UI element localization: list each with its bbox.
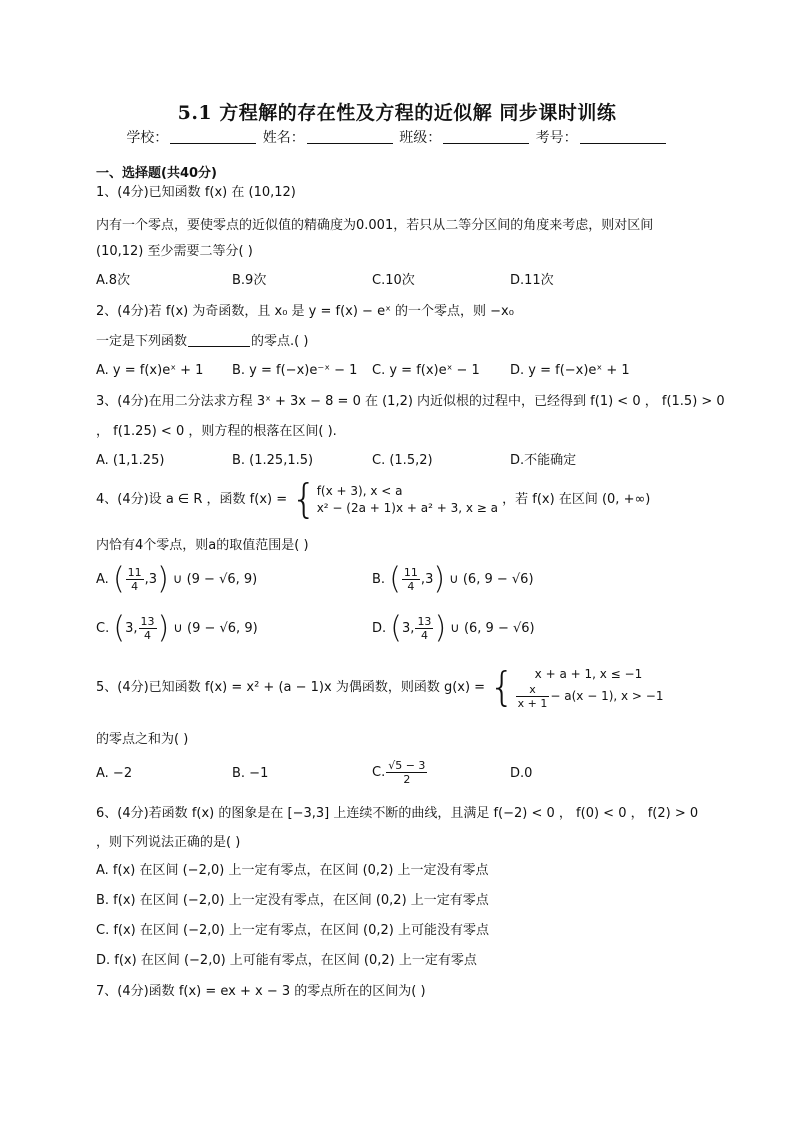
school-label: 学校： [126,130,169,146]
q4-option-b-label: B. [372,572,386,587]
q5-stem-prefix: 5、(4分)已知函数 f(x) = x² + (a − 1)x 为偶函数，则函数 g(x) = [96,680,486,695]
q4-option-d-label: D. [372,621,387,636]
q4-piece1: f(x + 3), x < a [316,483,403,498]
q1-option-c[interactable]: C.10次 [372,273,415,288]
q5-piece2-row [515,683,664,710]
student-info-row [0,127,794,147]
q2-stem-line2 [96,333,308,351]
q2-option-d[interactable]: D. y = f(−x)eˣ + 1 [510,363,630,378]
q1-stem-line1: 1、(4分)已知函数 f(x) 在 (10,12) [96,185,296,200]
q5-option-c[interactable] [372,755,428,791]
q2-option-a[interactable]: A. y = f(x)eˣ + 1 [96,363,204,378]
q6-stem-line1: 6、(4分)若函数 f(x) 的图象是在 [−3,3] 上连续不断的曲线，且满足 f(−2) < 0 ， f(0) < 0 ， f(2) > 0 [96,806,699,821]
q4-option-b-num: 11 [403,566,418,579]
q2-option-b[interactable]: B. y = f(−x)e⁻ˣ − 1 [232,363,358,378]
q3-stem-line2: ， f(1.25) < 0 ，则方程的根落在区间( ). [96,424,337,439]
q5-piecewise [515,666,664,710]
q4-option-a[interactable]: A. ( $\frac{11}{4}$ ,3) ∪ (9 − √6, 9) [96,561,258,597]
school-blank[interactable] [170,129,256,144]
q5-stem-line2: 的零点之和为( ) [96,732,189,747]
exam-no-label: 考号： [535,130,578,146]
q4-stem-suffix: ，若 f(x) 在区间 (0, +∞) [502,492,651,507]
q5-option-a[interactable]: A. −2 [96,766,133,781]
q4-option-a-three: 3 [148,572,158,587]
q1-stem-line3: (10,12) 至少需要二等分( ) [96,244,253,259]
name-label: 姓名： [262,130,305,146]
q4-option-d-frac [415,615,433,642]
q4-option-b[interactable]: B. ( $\frac{11}{4}$ ,3) ∪ (6, 9 − √6) [372,561,534,597]
q5-option-c-frac [386,759,427,786]
q4-option-a-label: A. [96,572,109,587]
q4-stem-line1 [96,478,650,522]
q4-option-d-close: ) [434,610,447,646]
q4-option-c-tail: ∪ (9 − √6, 9) [173,621,258,636]
class-label: 班级： [399,130,442,146]
q4-option-a-frac [126,566,144,593]
q4-option-d-open: ( [390,610,403,646]
q4-option-c-open: ( [113,610,126,646]
q4-stem-prefix: 4、(4分)设 a ∈ R ，函数 f(x) = [96,492,288,507]
q4-option-d-den: 4 [420,629,428,642]
q3-option-b[interactable]: B. (1.25,1.5) [232,453,314,468]
q4-option-b-close: ) [433,561,446,597]
q4-option-a-close: ) [157,561,169,597]
q4-option-a-open: ( [112,561,125,597]
q4-option-d[interactable]: D. (3, $\frac{13}{4}$ ) ∪ (6, 9 − √6) [372,610,535,646]
q4-option-b-tail: ∪ (6, 9 − √6) [449,572,534,587]
section-heading: 一、选择题(共40分) [96,166,217,181]
q5-piece2-num: x [516,683,550,697]
q5-brace: { [489,664,515,711]
q2-blank [188,333,250,347]
q5-piece2-frac [516,683,550,710]
q5-option-c-den: 2 [403,773,411,786]
q4-piecewise [317,483,498,517]
q4-stem-line2: 内恰有4个零点，则a的取值范围是( ) [96,538,309,553]
q5-piece1: x + a + 1, x ≤ −1 [534,666,643,681]
q3-option-a[interactable]: A. (1,1.25) [96,453,165,468]
q4-brace: { [291,476,317,523]
q4-option-c-label: C. [96,621,110,636]
q5-piece2-den: x + 1 [517,696,548,710]
q6-option-d[interactable]: D. f(x) 在区间 (−2,0) 上可能有零点，在区间 (0,2) 上一定有零点 [96,953,477,968]
q5-stem-line1 [96,662,663,714]
class-blank[interactable] [443,129,529,144]
name-blank[interactable] [307,129,393,144]
q2-stem-line1: 2、(4分)若 f(x) 为奇函数，且 x₀ 是 y = f(x) − eˣ 的一个零点，则 −x₀ [96,304,514,319]
q4-option-c-close: ) [157,610,170,646]
q2-stem-line2-end: 的零点.( ) [251,334,309,349]
q4-option-a-den: 4 [131,580,139,593]
q5-option-c-label: C. [372,765,386,780]
q4-option-c-den: 4 [144,629,151,642]
q4-option-d-num: 13 [417,615,432,628]
q4-option-c-three: 3 [125,621,134,636]
q4-option-c-frac [139,615,157,642]
q3-stem-line1: 3、(4分)在用二分法求方程 3ˣ + 3x − 8 = 0 在 (1,2) 内近似根的过程中，已经得到 f(1) < 0 ， f(1.5) > 0 [96,394,725,409]
q4-option-a-num: 11 [127,566,142,579]
q4-option-b-den: 4 [407,580,415,593]
q4-option-b-three: 3 [425,572,434,587]
q4-piece2: x² − (2a + 1)x + a² + 3, x ≥ a [316,500,499,515]
q4-option-c-num: 13 [140,615,155,628]
q5-option-b[interactable]: B. −1 [232,766,269,781]
q4-option-a-tail: ∪ (9 − √6, 9) [172,572,258,587]
q4-option-d-three: 3 [402,621,411,636]
q5-piece2-tail: − a(x − 1), x > −1 [550,688,664,703]
q1-option-b[interactable]: B.9次 [232,273,267,288]
q5-option-c-num: √5 − 3 [388,759,426,772]
q6-option-c[interactable]: C. f(x) 在区间 (−2,0) 上一定有零点，在区间 (0,2) 上可能没有零点 [96,923,489,938]
q3-option-c[interactable]: C. (1.5,2) [372,453,433,468]
q4-option-b-open: ( [389,561,401,597]
q6-option-a[interactable]: A. f(x) 在区间 (−2,0) 上一定有零点，在区间 (0,2) 上一定没有零点 [96,863,489,878]
q2-stem-line2-start: 一定是下列函数 [96,334,188,349]
q2-option-c[interactable]: C. y = f(x)eˣ − 1 [372,363,480,378]
q1-stem-line2: 内有一个零点，要使零点的近似值的精确度为0.001，若只从二等分区间的角度来考虑，则对区间 [96,218,654,233]
q5-option-d[interactable]: D.0 [510,766,533,781]
q4-option-d-tail: ∪ (6, 9 − √6) [450,621,535,636]
q7-stem-line1: 7、(4分)函数 f(x) = ex + x − 3 的零点所在的区间为( ) [96,984,426,999]
q4-option-b-frac [402,566,420,593]
q3-option-d[interactable]: D.不能确定 [510,453,577,468]
q1-option-a[interactable]: A.8次 [96,273,131,288]
q6-option-b[interactable]: B. f(x) 在区间 (−2,0) 上一定没有零点，在区间 (0,2) 上一定有零点 [96,893,489,908]
exam-no-blank[interactable] [580,129,666,144]
page-title: 5.1 方程解的存在性及方程的近似解 同步课时训练 [177,102,617,124]
q4-option-c[interactable]: C. (3, $\frac{13}{4}$ ) ∪ (9 − √6, 9) [96,610,258,646]
q1-option-d[interactable]: D.11次 [510,273,554,288]
q6-stem-line2: ，则下列说法正确的是( ) [96,835,241,850]
